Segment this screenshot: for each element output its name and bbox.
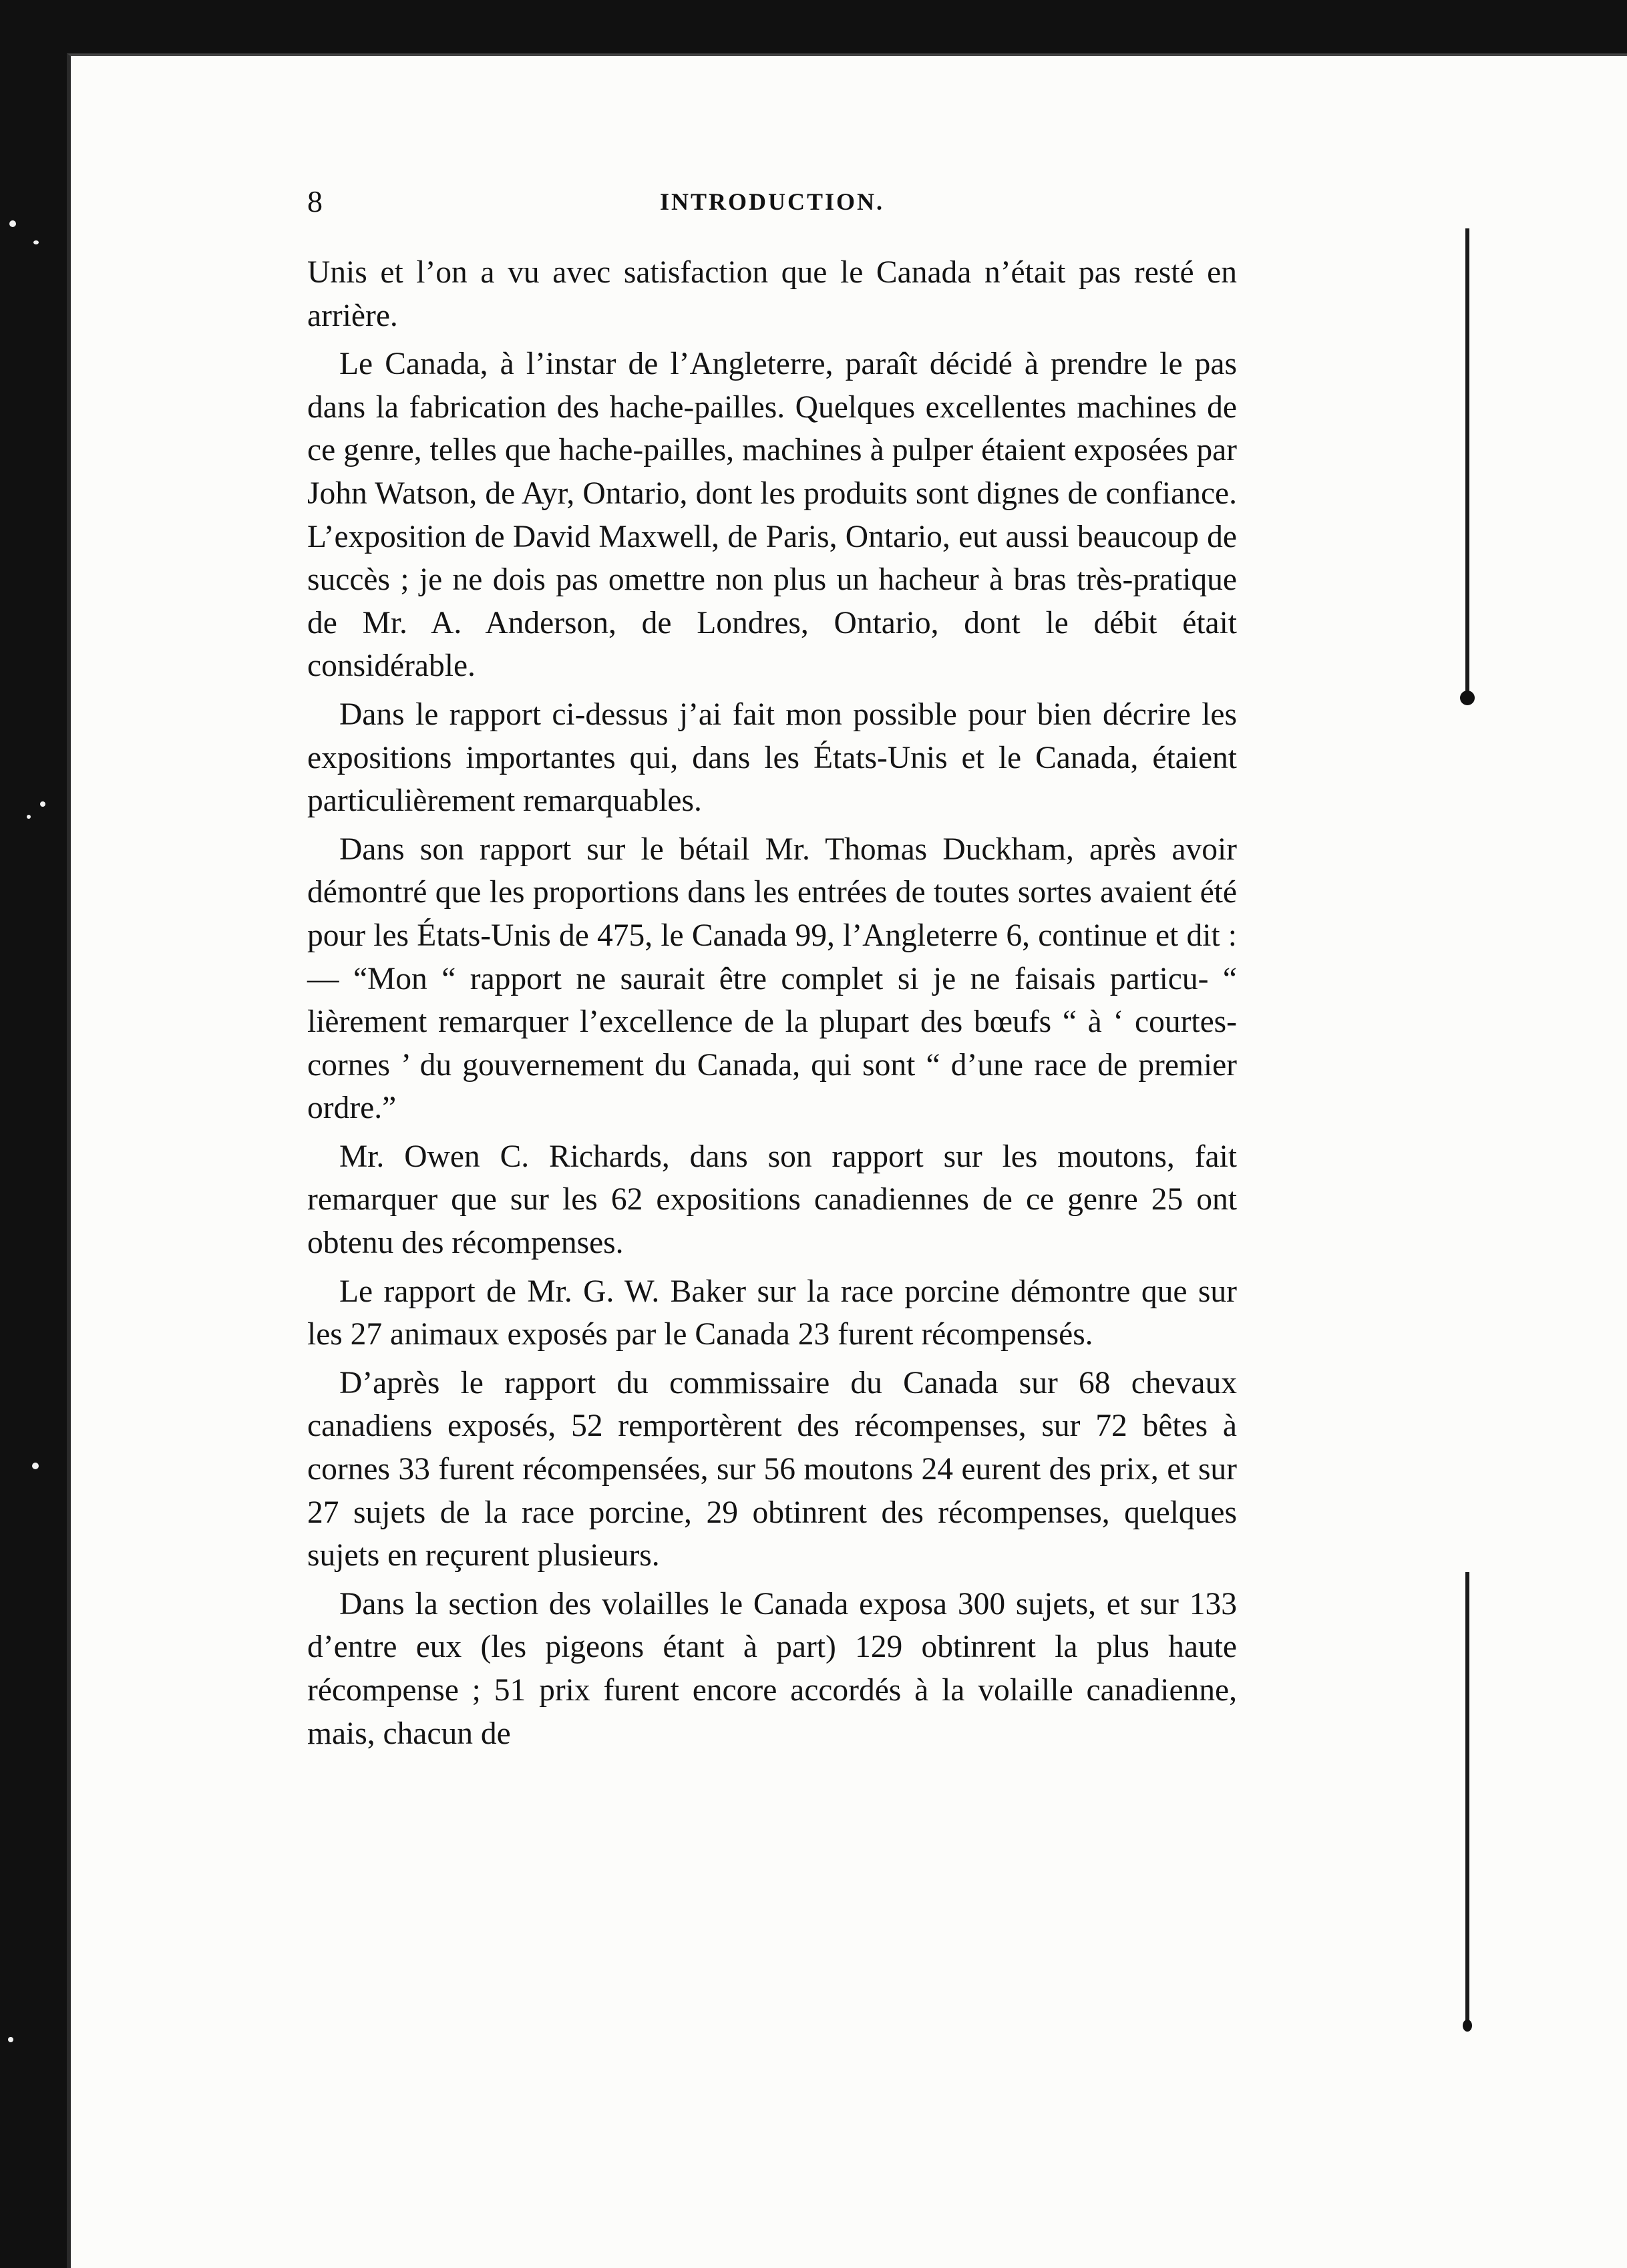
scan-speck xyxy=(9,220,16,227)
running-title: INTRODUCTION. xyxy=(659,188,885,215)
paragraph-race-porcine: Le rapport de Mr. G. W. Baker sur la race porcine démontre que sur les 27 animaux exposés par le Canada 23 furent récompensés. xyxy=(307,1274,1237,1352)
margin-dot-bottom xyxy=(1463,2020,1472,2032)
paragraph-commissaire: D’après le rapport du commissaire du Canada sur 68 chevaux canadiens exposés, 52 remportèrent des récompenses, sur 72 bêtes à cornes 33 furent récompensées, sur 56 moutons 24 eurent des prix, et sur 27 sujets de la race porcine, 29 obtinrent des récompenses, quelques sujets en reçurent plusieurs. xyxy=(307,1365,1237,1573)
scan-speck xyxy=(8,2037,13,2042)
page-header xyxy=(307,182,1237,222)
paragraph-hache-pailles: Le Canada, à l’instar de l’Angleterre, paraît décidé à prendre le pas dans la fabrication des hache-pailles. Quelques excellentes machines de ce genre, telles que hache-pailles, machines à pulper étaient exposées par John Watson, de Ayr, Ontario, dont les produits sont dignes de confiance. L’exposition de David Maxwell, de Paris, Ontario, eut aussi beaucoup de succès ; je ne dois pas omettre non plus un hacheur à bras très-pratique de Mr. A. Anderson, de Londres, Ontario, dont le débit était considérable. xyxy=(307,347,1237,684)
margin-vertical-rule-bottom xyxy=(1465,1572,1469,2026)
paragraph-continuation: Unis et l’on a vu avec satisfaction que le Canada n’était pas resté en arrière. xyxy=(307,255,1237,333)
paragraph-moutons: Mr. Owen C. Richards, dans son rapport sur les moutons, fait remarquer que sur les 62 expositions canadiennes de ce genre 25 ont obtenu des récompenses. xyxy=(307,1139,1237,1261)
paragraph-betail: Dans son rapport sur le bétail Mr. Thomas Duckham, après avoir démontré que les proportions dans les entrées de toutes sortes avaient été pour les États-Unis de 475, le Canada 99, l’Angleterre 6, continue et dit : — “Mon “ rapport ne saurait être complet si je ne faisais particu- “ lièrement remarquer l’excellence de la plupart des bœufs “ à ‘ courtes-cornes ’ du gouvernement du Canada, qui sont “ d’une race de premier ordre.” xyxy=(307,831,1237,1126)
scan-speck xyxy=(40,801,45,807)
paragraph-expositions: Dans le rapport ci-dessus j’ai fait mon possible pour bien décrire les expositions importantes qui, dans les États-Unis et le Canada, étaient particulièrement remarquables. xyxy=(307,697,1237,819)
margin-vertical-rule-top xyxy=(1465,228,1469,696)
page-number: 8 xyxy=(307,184,323,218)
book-page xyxy=(67,53,1627,2268)
body-text xyxy=(307,251,1237,1760)
scan-speck xyxy=(33,240,39,244)
margin-dot-top xyxy=(1460,691,1475,705)
paragraph-volailles: Dans la section des volailles le Canada exposa 300 sujets, et sur 133 d’entre eux (les pigeons étant à part) 129 obtinrent la plus haute récompense ; 51 prix furent encore accordés à la volaille canadienne, mais, chacun de xyxy=(307,1586,1237,1751)
scan-speck xyxy=(32,1463,39,1469)
scan-speck xyxy=(27,815,31,819)
